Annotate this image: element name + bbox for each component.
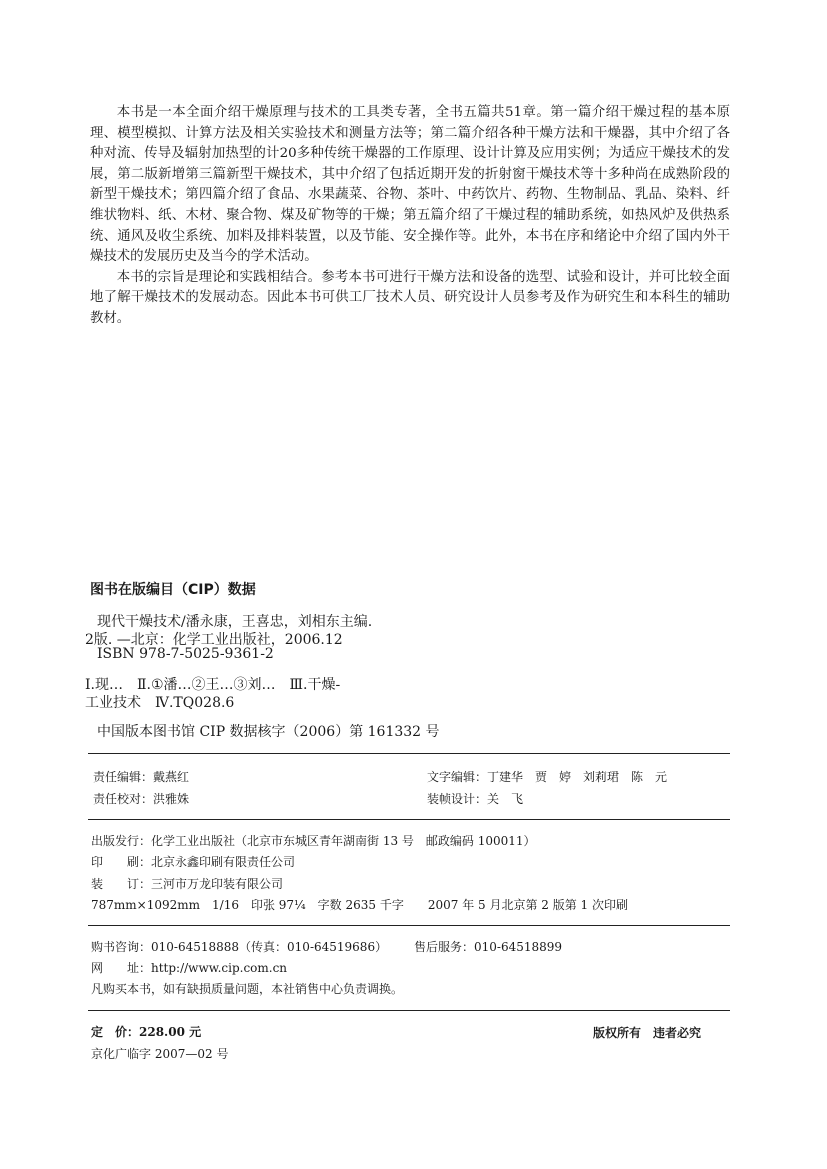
printer-line: 印 刷：北京永鑫印刷有限责任公司	[91, 855, 296, 869]
after-sale-service: 售后服务：010-64518899	[414, 940, 563, 954]
cip-class-line1: Ⅰ.现… Ⅱ.①潘…②王…③刘… Ⅲ.干燥-	[85, 677, 341, 693]
proofreader: 责任校对：洪雅姝	[93, 792, 190, 806]
format-line: 787mm×1092mm 1/16 印张 97¼ 字数 2635 千字 2007 年 5 月北京第 2 版第 1 次印刷	[91, 898, 628, 912]
divider	[88, 1010, 730, 1011]
divider	[88, 925, 730, 926]
cip-title-line2: 2版. —北京：化学工业出版社，2006.12	[85, 632, 343, 648]
copyright-notice: 版权所有 违者必究	[593, 1026, 702, 1040]
cip-verify-number: 中国版本图书馆 CIP 数据核字（2006）第 161332 号	[97, 724, 440, 740]
responsible-editor: 责任编辑：戴燕红	[93, 770, 190, 784]
summary-paragraph-1: 本书是一本全面介绍干燥原理与技术的工具类专著，全书五篇共51章。第一篇介绍干燥过程的基本原理、模型模拟、计算方法及相关实验技术和测量方法等；第二篇介绍各种干燥方法和干燥器，其中介绍了各种对流、传导及辐射加热型的计20多种传统干燥器的工作原理、设计计算及应用实例；为适应干燥技术的发展，第二版新增第三篇新型干燥技术，其中介绍了包括近期开发的折射窗干燥技术等十多种尚在成熟阶段的新型干燥技术；第四篇介绍了食品、水果蔬菜、谷物、茶叶、中药饮片、药物、生物制品、乳品、染料、纤维状物料、纸、木材、聚合物、煤及矿物等的干燥；第五篇介绍了干燥过程的辅助系统，如热风炉及供热系统、通风及收尘系统、加料及排料装置，以及节能、安全操作等。此外，本书在序和绪论中介绍了国内外干燥技术的发展历史及当今的学术活动。	[90, 105, 730, 265]
book-summary	[90, 103, 730, 330]
divider	[88, 753, 730, 754]
price: 定 价：228.00 元	[91, 1025, 202, 1039]
text-editor: 文字编辑：丁建华 贾 婷 刘莉珺 陈 元	[427, 770, 668, 784]
summary-paragraph-2: 本书的宗旨是理论和实践相结合。参考本书可进行干燥方法和设备的选型、试验和设计，并可比较全面地了解干燥技术的发展动态。因此本书可供工厂技术人员、研究设计人员参考及作为研究生和本科生的辅助教材。	[90, 269, 730, 326]
website-line: 网 址：http://www.cip.com.cn	[91, 961, 288, 975]
cip-title-line1: 现代干燥技术/潘永康，王喜忠，刘相东主编.	[97, 614, 373, 630]
cip-isbn: ISBN 978-7-5025-9361-2	[97, 646, 274, 662]
purchase-consult: 购书咨询：010-64518888（传真：010-64519686）	[91, 940, 388, 954]
binder-line: 装 订：三河市万龙印装有限公司	[91, 877, 284, 891]
cover-designer: 装帧设计：关 飞	[427, 792, 524, 806]
publisher-line: 出版发行：化学工业出版社（北京市东城区青年湖南街 13 号 邮政编码 100011）	[91, 834, 536, 848]
cip-class-line2: 工业技术 Ⅳ.TQ028.6	[85, 695, 235, 711]
cip-heading: 图书在版编目（CIP）数据	[90, 582, 256, 598]
divider	[88, 819, 730, 820]
exchange-notice: 凡购买本书，如有缺损质量问题，本社销售中心负责调换。	[91, 982, 404, 996]
ad-license: 京化广临字 2007—02 号	[91, 1047, 229, 1061]
